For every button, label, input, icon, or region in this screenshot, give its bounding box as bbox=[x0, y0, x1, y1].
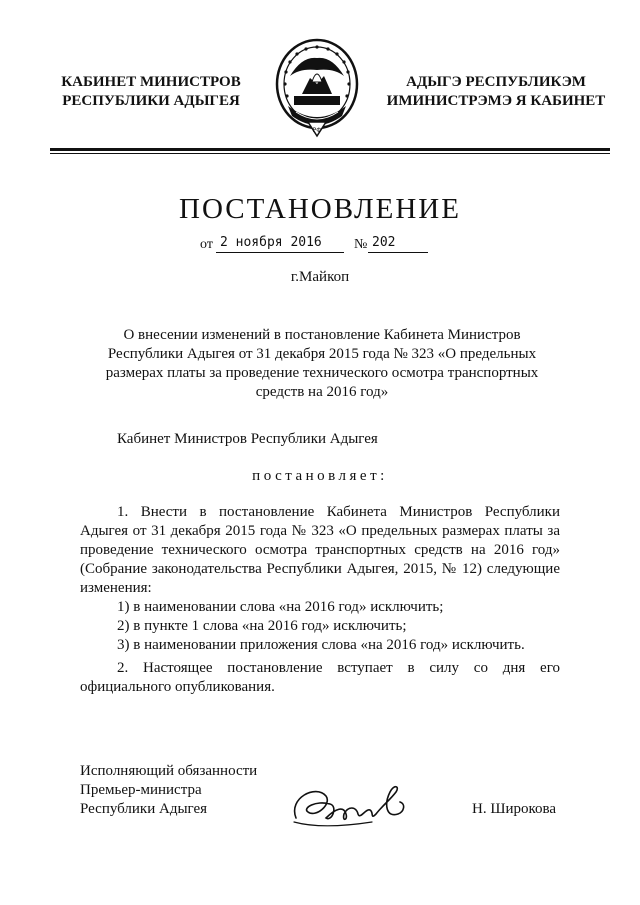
subject-heading bbox=[90, 326, 554, 402]
date-underline bbox=[216, 252, 344, 253]
header-left-line2: РЕСПУБЛИКИ АДЫГЕЯ bbox=[62, 93, 240, 109]
paragraph-2 bbox=[80, 659, 560, 697]
paragraph-line: 2. Настоящее постановление вступает в силу со дня его bbox=[117, 660, 560, 676]
position-line: Республики Адыгея bbox=[80, 801, 208, 817]
header-right-line2: ИМИНИСТРЭМЭ Я КАБИНЕТ bbox=[386, 93, 606, 109]
signatory-name: Н. Широкова bbox=[472, 801, 557, 817]
list-item: 3) в наименовании приложения слова «на 2016 год» исключить. bbox=[117, 637, 525, 653]
header-divider-thick bbox=[50, 148, 610, 151]
coat-of-arms-adygea-icon bbox=[272, 36, 362, 142]
signatory-position bbox=[80, 762, 257, 819]
list-item: 1) в наименовании слова «на 2016 год» исключить; bbox=[117, 599, 444, 615]
handwritten-signature-icon bbox=[286, 778, 416, 842]
position-line: Премьер-министра bbox=[80, 782, 202, 798]
document-title: ПОСТАНОВЛЕНИЕ bbox=[179, 193, 461, 225]
paragraph-line: Адыгея от 31 декабря 2015 года № 323 «О предельных размерах платы за bbox=[80, 523, 560, 539]
city: г.Майкоп bbox=[290, 269, 350, 285]
subject-line: размерах платы за проведение технического осмотра транспортных bbox=[105, 365, 539, 381]
header-left bbox=[52, 73, 250, 111]
preamble: Кабинет Министров Республики Адыгея bbox=[117, 431, 378, 447]
header-left-line1: КАБИНЕТ МИНИСТРОВ bbox=[61, 74, 241, 90]
number-prefix: № bbox=[354, 237, 368, 252]
subject-line: О внесении изменений в постановление Кабинета Министров bbox=[123, 327, 521, 343]
svg-text:РФ: РФ bbox=[312, 127, 322, 134]
subject-line: средств на 2016 год» bbox=[255, 384, 389, 400]
paragraph-line: проведение технического осмотра транспортных средств на 2016 год» bbox=[80, 542, 560, 558]
subject-line: Республики Адыгея от 31 декабря 2015 года № 323 «О предельных bbox=[107, 346, 537, 362]
paragraph-line: официального опубликования. bbox=[80, 679, 275, 695]
paragraph-line: 1. Внести в постановление Кабинета Министров Республики bbox=[117, 504, 560, 520]
number-underline bbox=[368, 252, 428, 253]
paragraph-line: изменения: bbox=[80, 580, 152, 596]
number-value: 202 bbox=[372, 235, 396, 250]
header-right bbox=[386, 73, 606, 111]
resolves-word: постановляет: bbox=[252, 468, 388, 484]
paragraph-1 bbox=[80, 503, 560, 655]
date-number-line bbox=[200, 233, 440, 255]
date-value: 2 ноября 2016 bbox=[220, 235, 322, 250]
header-divider-thin bbox=[50, 153, 610, 154]
position-line: Исполняющий обязанности bbox=[80, 763, 258, 779]
paragraph-line: (Собрание законодательства Республики Адыгея, 2015, № 12) следующие bbox=[80, 561, 560, 577]
list-item: 2) в пункте 1 слова «на 2016 год» исключить; bbox=[117, 618, 407, 634]
date-prefix: от bbox=[200, 237, 213, 252]
header-right-line1: АДЫГЭ РЕСПУБЛИКЭМ bbox=[406, 74, 586, 90]
